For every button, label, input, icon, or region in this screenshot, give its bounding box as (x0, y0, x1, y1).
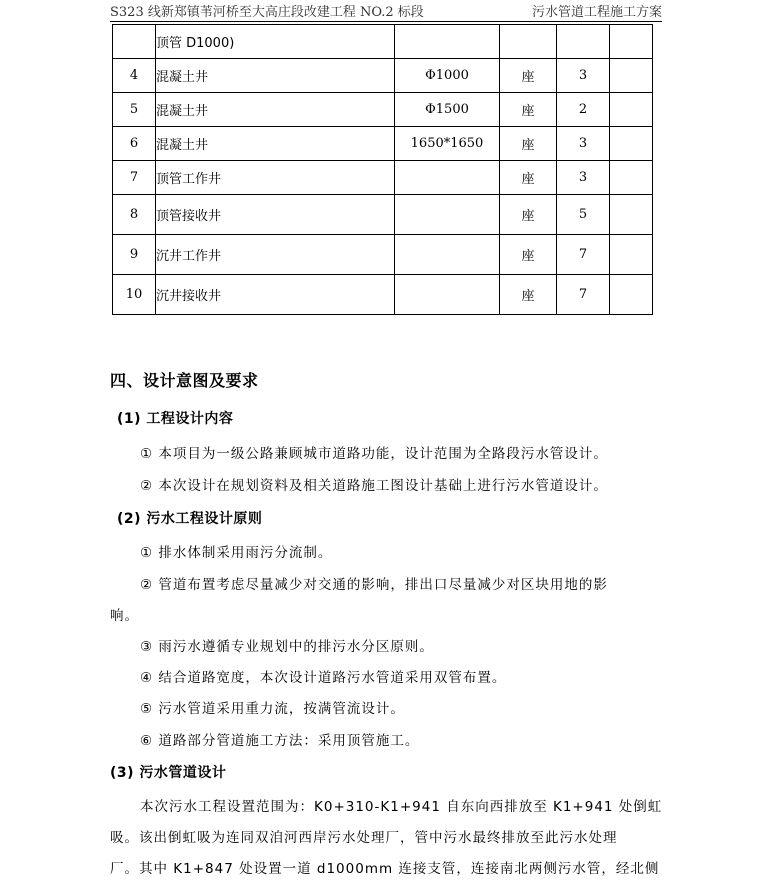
sub2-item-3: ③ 雨污水遵循专业规划中的排污水分区原则。 (140, 639, 434, 655)
cell-name: 顶管 D1000) (156, 25, 395, 59)
cell-unit: 座 (500, 93, 557, 127)
sub1-item-2: ② 本次设计在规划资料及相关道路施工图设计基础上进行污水管道设计。 (140, 478, 608, 494)
cell-name: 混凝土井 (156, 127, 395, 161)
cell-name: 沉井工作井 (156, 235, 395, 275)
cell-spec (395, 25, 500, 59)
sub1-item-1: ① 本项目为一级公路兼顾城市道路功能，设计范围为全路段污水管设计。 (140, 446, 608, 462)
cell-note (610, 195, 653, 235)
cell-unit (500, 25, 557, 59)
cell-qty: 3 (557, 161, 610, 195)
cell-note (610, 235, 653, 275)
sub3-paragraph-line-3: 厂。其中 K1+847 处设置一道 d1000mm 连接支管，连接南北两侧污水管，经北侧 (110, 861, 660, 877)
cell-no: 5 (113, 93, 156, 127)
cell-no (113, 25, 156, 59)
header-project-title: S323 线新郑镇苇河桥至大高庄段改建工程 NO.2 标段 (110, 5, 424, 20)
cell-no: 6 (113, 127, 156, 161)
cell-unit: 座 (500, 235, 557, 275)
cell-note (610, 161, 653, 195)
subsection-3-title: (3) 污水管道设计 (110, 765, 227, 781)
cell-qty (557, 25, 610, 59)
cell-name: 顶管工作井 (156, 161, 395, 195)
cell-qty: 3 (557, 127, 610, 161)
cell-spec (395, 235, 500, 275)
cell-spec: Φ1000 (395, 59, 500, 93)
section-title: 四、设计意图及要求 (110, 371, 259, 390)
cell-name: 顶管接收井 (156, 195, 395, 235)
sub3-paragraph-line-2: 吸。该出倒虹吸为连同双洎河西岸污水处理厂，管中污水最终排放至此污水处理 (110, 830, 618, 846)
table-row (113, 127, 653, 161)
header-document-title: 污水管道工程施工方案 (531, 5, 662, 20)
table-row (113, 235, 653, 275)
cell-no: 7 (113, 161, 156, 195)
cell-name: 沉井接收井 (156, 275, 395, 315)
cell-note (610, 127, 653, 161)
table-row (113, 195, 653, 235)
cell-spec: 1650*1650 (395, 127, 500, 161)
table-row (113, 25, 653, 59)
cell-no: 4 (113, 59, 156, 93)
table-row (113, 59, 653, 93)
cell-qty: 5 (557, 195, 610, 235)
sub2-item-4: ④ 结合道路宽度，本次设计道路污水管道采用双管布置。 (140, 670, 507, 686)
cell-qty: 2 (557, 93, 610, 127)
cell-note (610, 59, 653, 93)
sub2-item-2-continued: 响。 (110, 608, 139, 624)
cell-name: 混凝土井 (156, 93, 395, 127)
sub2-item-5: ⑤ 污水管道采用重力流，按满管流设计。 (140, 701, 405, 717)
cell-qty: 7 (557, 275, 610, 315)
cell-unit: 座 (500, 275, 557, 315)
subsection-2-title: (2) 污水工程设计原则 (117, 511, 263, 527)
sub3-paragraph-line-1: 本次污水工程设置范围为：K0+310-K1+941 自东向西排放至 K1+941 处倒虹 (140, 799, 663, 815)
cell-spec (395, 195, 500, 235)
cell-no: 8 (113, 195, 156, 235)
cell-no: 10 (113, 275, 156, 315)
table-row (113, 93, 653, 127)
cell-spec (395, 161, 500, 195)
cell-qty: 7 (557, 235, 610, 275)
cell-qty: 3 (557, 59, 610, 93)
cell-name: 混凝土井 (156, 59, 395, 93)
sub2-item-1: ① 排水体制采用雨污分流制。 (140, 545, 333, 561)
cell-no: 9 (113, 235, 156, 275)
table-row (113, 161, 653, 195)
cell-unit: 座 (500, 127, 557, 161)
cell-note (610, 93, 653, 127)
page-header (110, 0, 662, 22)
quantity-table (112, 24, 653, 315)
cell-note (610, 25, 653, 59)
cell-unit: 座 (500, 161, 557, 195)
sub2-item-6: ⑥ 道路部分管道施工方法：采用顶管施工。 (140, 733, 420, 749)
cell-spec: Φ1500 (395, 93, 500, 127)
cell-unit: 座 (500, 195, 557, 235)
cell-spec (395, 275, 500, 315)
subsection-1-title: (1) 工程设计内容 (117, 411, 234, 427)
table-row (113, 275, 653, 315)
cell-note (610, 275, 653, 315)
cell-unit: 座 (500, 59, 557, 93)
sub2-item-2: ② 管道布置考虑尽量减少对交通的影响，排出口尽量减少对区块用地的影 (140, 577, 608, 593)
